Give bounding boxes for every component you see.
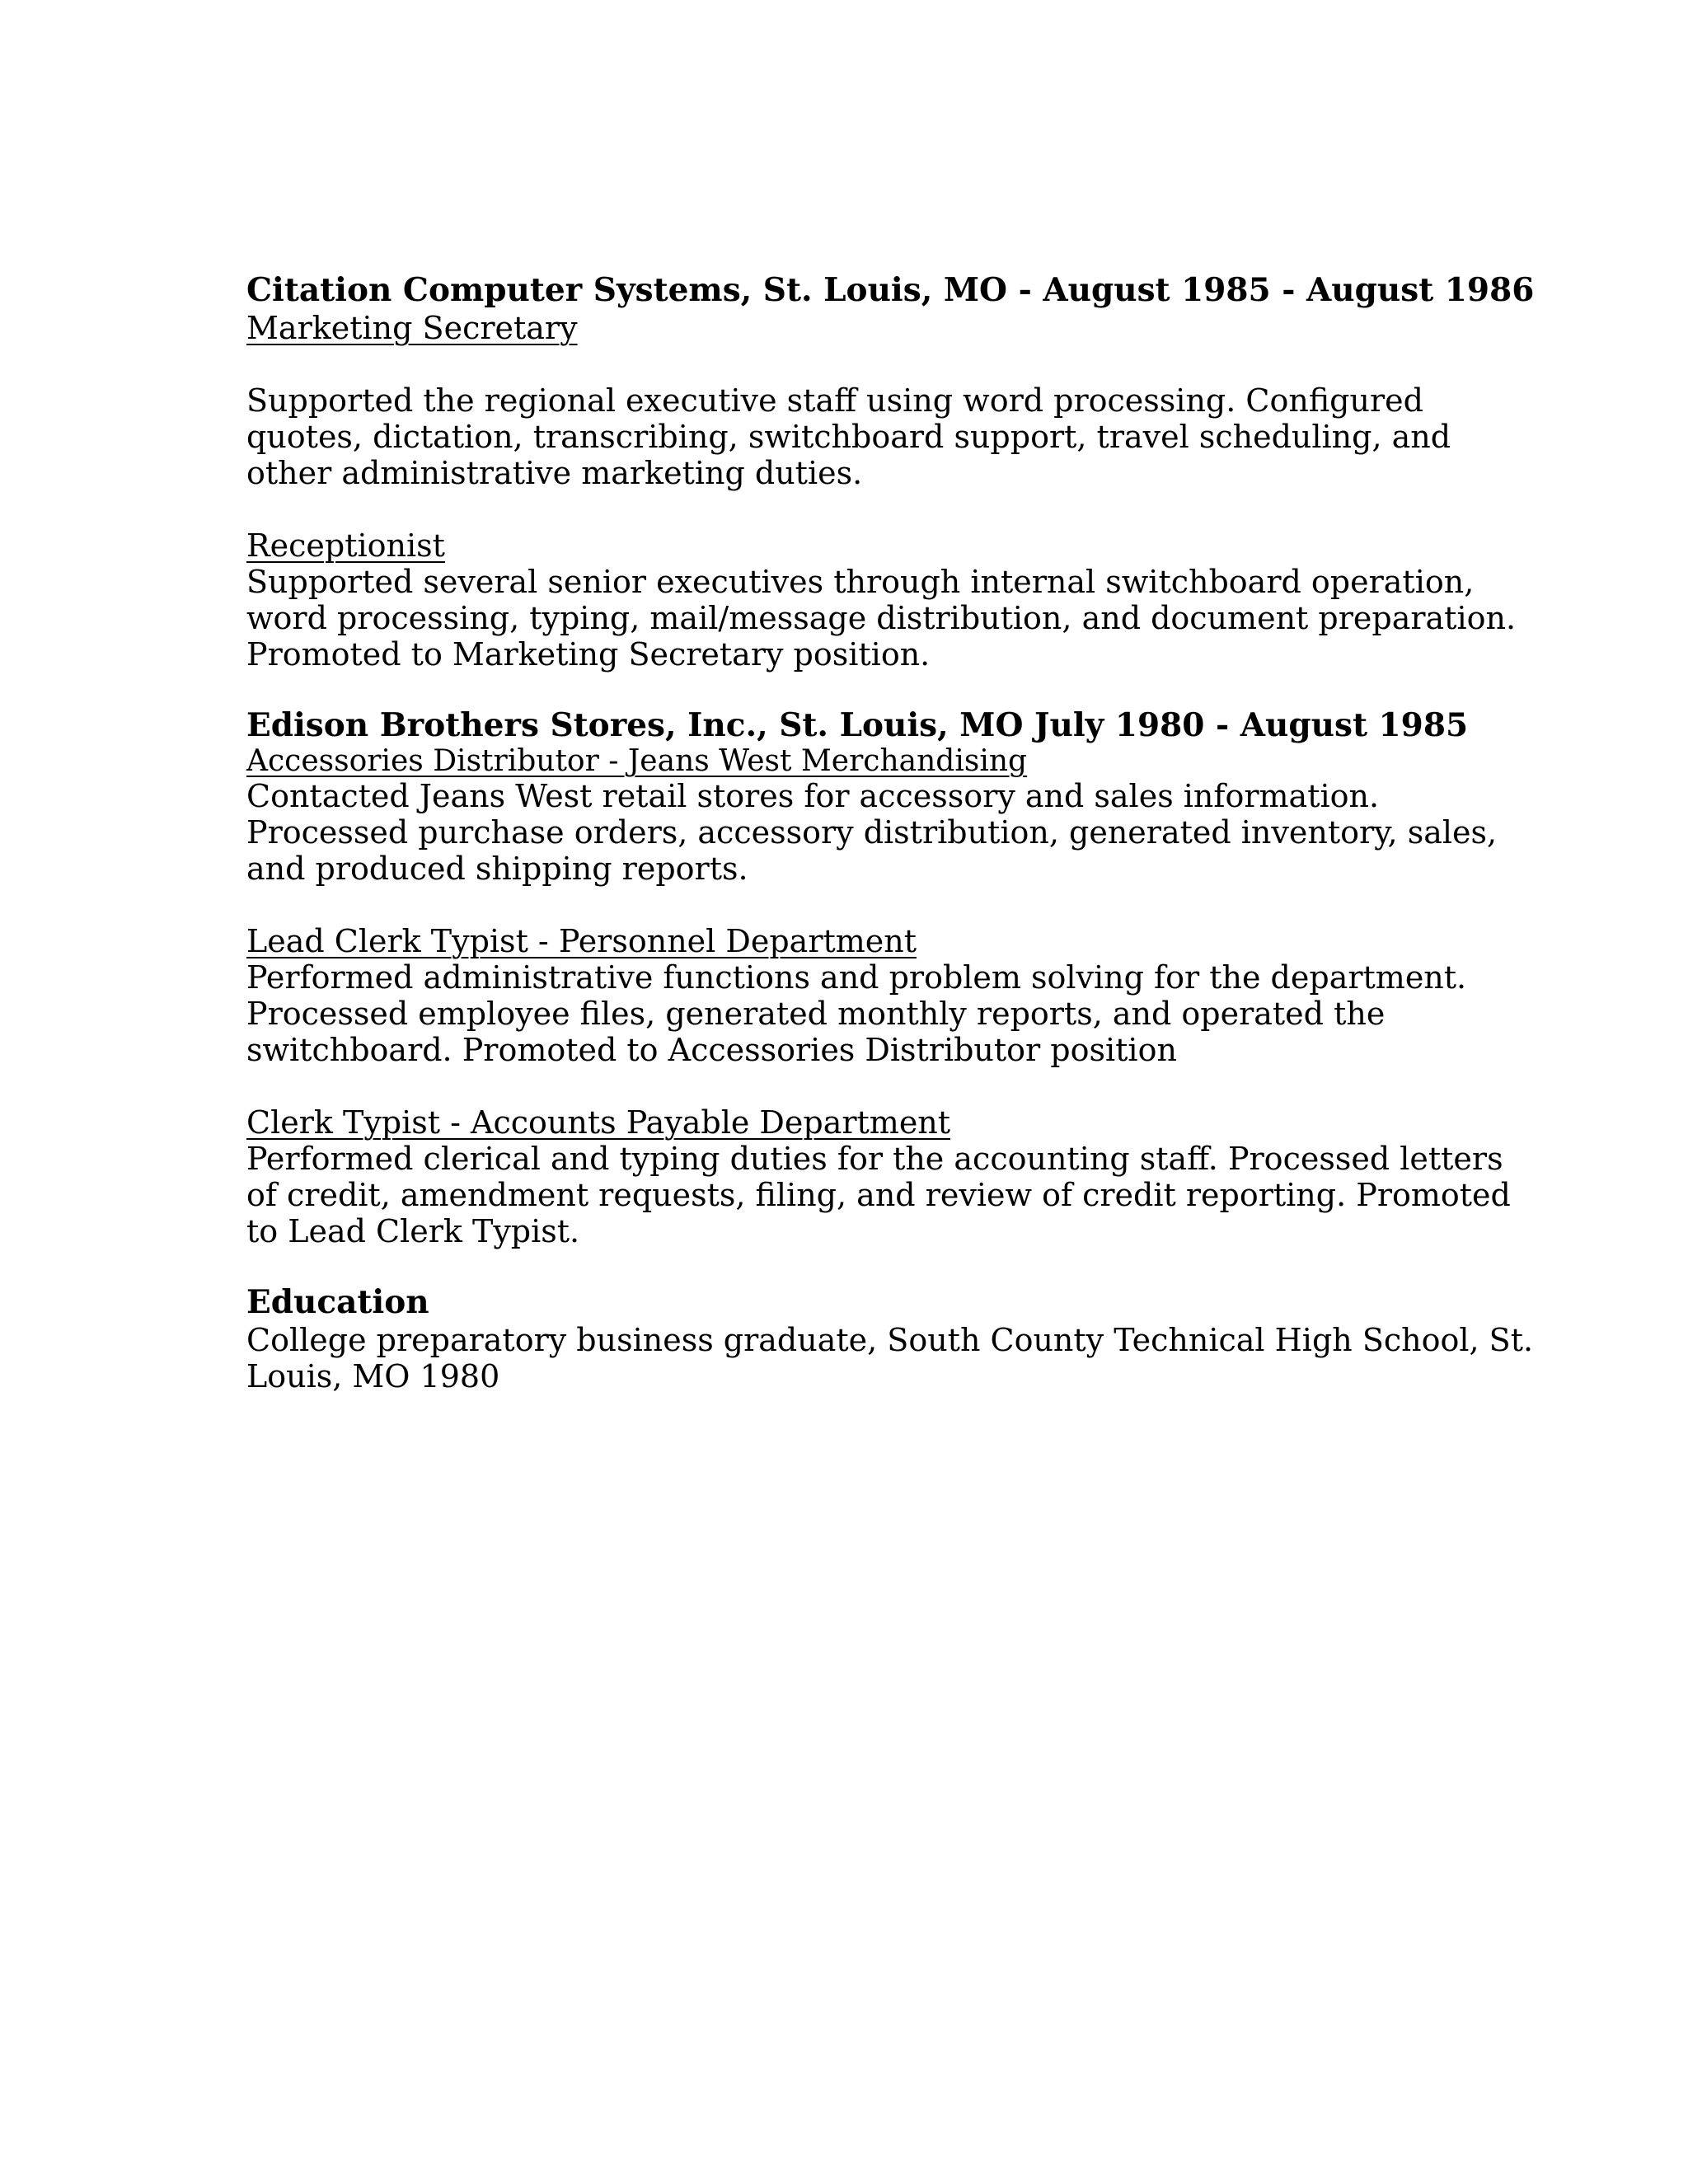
job-description-accessories-distributor — [246, 778, 1498, 887]
spacer — [246, 346, 1466, 382]
description-line: Promoted to Marketing Secretary position. — [246, 636, 931, 673]
job-description-marketing-secretary — [246, 382, 1466, 491]
description-line: Louis, MO 1980 — [246, 1358, 500, 1394]
description-line: Performed clerical and typing duties for the accounting staff. Processed letters — [246, 1141, 1503, 1177]
description-line: switchboard. Promoted to Accessories Distributor position — [246, 1032, 1177, 1068]
education-heading: Education — [246, 1283, 429, 1321]
job-title-receptionist: Receptionist — [246, 527, 445, 564]
job-title-clerk-typist: Clerk Typist - Accounts Payable Department — [246, 1104, 951, 1141]
job-description-receptionist — [246, 564, 1517, 673]
spacer — [246, 491, 1466, 527]
description-line: word processing, typing, mail/message distribution, and document preparation. — [246, 600, 1517, 636]
resume-body — [246, 270, 1535, 1394]
education-description — [246, 1322, 1534, 1394]
spacer — [246, 673, 1466, 705]
job-description-lead-clerk-typist — [246, 959, 1466, 1068]
description-line: Processed purchase orders, accessory distribution, generated inventory, sales, — [246, 814, 1498, 851]
spacer — [246, 1249, 1466, 1282]
description-line: Supported the regional executive staff using word processing. Configured — [246, 382, 1423, 419]
spacer — [246, 1068, 1466, 1104]
description-line: quotes, dictation, transcribing, switchboard support, travel scheduling, and — [246, 419, 1451, 455]
description-line: of credit, amendment requests, filing, and review of credit reporting. Promoted — [246, 1177, 1511, 1213]
spacer — [246, 887, 1466, 923]
job-title-accessories-distributor: Accessories Distributor - Jeans West Merchandising — [246, 744, 1028, 778]
description-line: Supported several senior executives through internal switchboard operation, — [246, 564, 1475, 600]
description-line: other administrative marketing duties. — [246, 455, 863, 491]
description-line: Performed administrative functions and problem solving for the department. — [246, 959, 1467, 996]
description-line: and produced shipping reports. — [246, 851, 748, 887]
description-line: College preparatory business graduate, South County Technical High School, St. — [246, 1322, 1534, 1358]
description-line: Contacted Jeans West retail stores for accessory and sales information. — [246, 778, 1380, 814]
employer-heading-edison: Edison Brothers Stores, Inc., St. Louis, MO July 1980 - August 1985 — [246, 706, 1469, 744]
description-line: Processed employee files, generated monthly reports, and operated the — [246, 996, 1386, 1032]
job-description-clerk-typist — [246, 1141, 1511, 1249]
job-title-marketing-secretary: Marketing Secretary — [246, 310, 578, 346]
description-line: to Lead Clerk Typist. — [246, 1213, 580, 1249]
job-title-lead-clerk-typist: Lead Clerk Typist - Personnel Department — [246, 923, 917, 959]
employer-heading-citation: Citation Computer Systems, St. Louis, MO - August 1985 - August 1986 — [246, 271, 1535, 309]
